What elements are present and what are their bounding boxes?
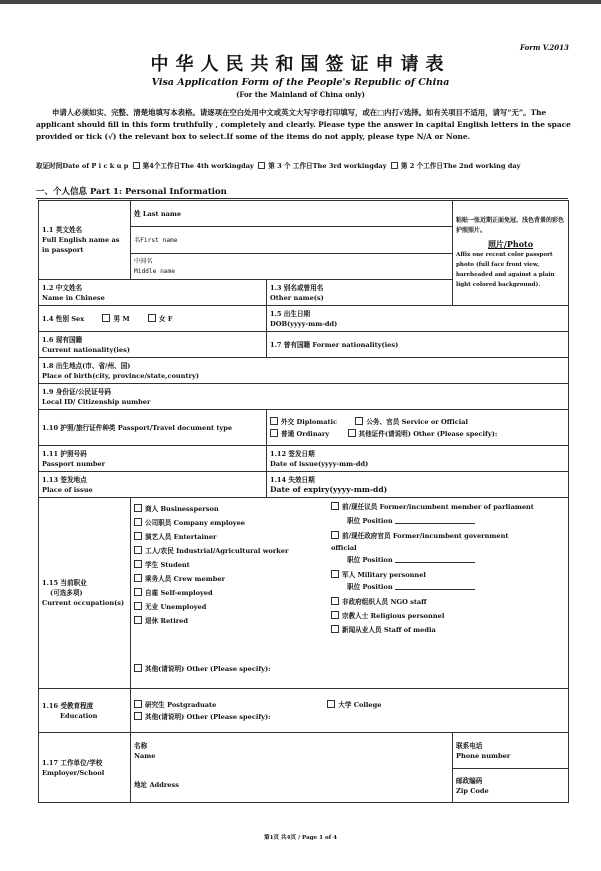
occupation-checkbox-gov-official[interactable] [331,531,339,539]
middle-name-label-zh: 中间名 [134,257,153,265]
f1-17-label-en: Employer/School [42,768,105,777]
first-name-label: 名First name [134,236,178,244]
occupation-label-gov-official: 前/现任政府官员 Former/incumbent government [342,532,509,540]
f1-13-label-zh: 1.13 签发地点 [42,475,87,484]
occupation-checkbox-company-employee[interactable] [134,518,142,526]
f1-4-label: 1.4 性别 Sex [42,314,85,323]
occupation-checkbox-other[interactable] [134,664,142,672]
f1-12-label-en: Date of issue(yyyy-mm-dd) [270,459,369,468]
employer-address-field[interactable] [131,769,453,803]
employer-zip-field[interactable] [453,769,569,803]
employer-phone-label-en: Phone number [456,751,511,760]
form-number: Form V.2013 [520,43,569,52]
pickup-2nd-label: 第 2 个工作日The 2nd working day [400,162,521,170]
middle-name-label-en: Middle name [134,267,175,275]
occupation-checkbox-retired[interactable] [134,616,142,624]
f1-7-label: 1.7 曾有国籍 Former nationality(ies) [270,340,399,349]
place-of-issue-field[interactable] [39,472,267,498]
f1-15-label-zh: 1.15 当前职业 [42,579,87,587]
f1-5-label-zh: 1.5 出生日期 [270,309,311,318]
top-edge-bar [0,0,601,4]
f1-1-label-zh: 1.1 英文姓名 [42,226,83,234]
title-subtitle: (For the Mainland of China only) [236,90,365,99]
pickup-4th-label: 第4个工作日The 4th workingday [142,162,254,170]
employer-zip-label-en: Zip Code [456,786,489,795]
middle-name-field[interactable] [131,254,453,280]
date-of-issue-field[interactable] [267,446,569,472]
education-checkbox-postgraduate[interactable] [134,700,142,708]
occupation-checkbox-parliament[interactable] [331,502,339,510]
occupation-label-self-employed: 自雇 Self-employed [145,589,213,597]
parliament-position-label: 职位 Position [347,517,393,525]
ordinary-label: 普通 Ordinary [281,429,330,438]
pickup-2nd-checkbox[interactable] [391,162,398,169]
gov-position-label: 职位 Position [347,556,393,564]
occupation-label-parliament: 前/现任议员 Former/incumbent member of parliament [342,503,534,511]
ordinary-checkbox[interactable] [270,429,278,437]
f1-8-label-zh: 1.8 出生地点(市、省/州、国) [42,361,131,370]
f1-6-label-zh: 1.6 现有国籍 [42,335,83,344]
sex-female-label: 女 F [158,314,173,323]
occupation-options [131,498,569,689]
military-position-label: 职位 Position [347,583,393,591]
date-of-expiry-field[interactable] [267,472,569,498]
title-chinese: 中华人民共和国签证申请表 [150,54,451,75]
occupation-label-media: 新闻从业人员 Staff of media [342,626,436,634]
f1-2-label-en: Name in Chinese [42,293,105,302]
employer-name-label-en: Name [134,751,156,760]
education-label-cell [39,689,131,733]
f1-11-label-zh: 1.11 护照号码 [42,449,87,458]
f1-15-label-zh2: (可选多项) [50,589,83,597]
f1-1-label-en: Full English name as in passport [42,236,120,254]
photo-instruction-en: Affix one recent color passport photo (full face front view, bareheaded and against a plain light colored background). [456,252,555,288]
sex-male-checkbox[interactable] [102,314,110,322]
sex-male-label: 男 M [113,314,130,323]
f1-2-label-zh: 1.2 中文姓名 [42,283,83,292]
photo-box[interactable] [453,201,569,306]
education-label-other: 其他(请说明) Other (Please specify): [145,712,271,721]
personal-info-table [38,200,569,803]
pickup-date-row [36,160,596,170]
diplomatic-label: 外交 Diplomatic [281,417,338,426]
photo-instruction-zh: 粘贴一张近期正面免冠、浅色背景的彩色护照照片。 [456,217,565,234]
occupation-label-student: 学生 Student [145,561,190,569]
occupation-checkbox-crew[interactable] [134,574,142,582]
occupation-checkbox-media[interactable] [331,625,339,633]
title-english: Visa Application Form of the People's Republic of China [151,77,450,88]
occupation-right-column [331,500,565,678]
f1-14-label-zh: 1.14 失效日期 [270,475,315,484]
other-document-checkbox[interactable] [348,429,356,437]
occupation-checkbox-businessperson[interactable] [134,504,142,512]
occupation-checkbox-military[interactable] [331,570,339,578]
f1-3-label-zh: 1.3 别名或曾用名 [270,283,324,292]
pickup-3rd-checkbox[interactable] [258,162,265,169]
pickup-3rd-label: 第 3 个 工作日The 3rd workingday [268,162,387,170]
dob-field[interactable] [267,306,569,332]
diplomatic-checkbox[interactable] [270,417,278,425]
f1-13-label-en: Place of issue [42,485,93,494]
occupation-checkbox-unemployed[interactable] [134,602,142,610]
chinese-name-field[interactable] [39,280,267,306]
f1-15-label-en: Current occupation(s) [42,599,125,607]
occupation-checkbox-worker[interactable] [134,546,142,554]
occupation-label-retired: 退休 Retired [145,617,188,625]
service-label: 公务、官员 Service or Official [366,417,469,426]
other-document-label: 其他证件(请说明) Other (Please specify): [358,429,498,438]
education-checkbox-other[interactable] [134,712,142,720]
occupation-label-gov-official-2: official [331,544,357,552]
employer-label-cell [39,733,131,803]
f1-9-label-en: Local ID/ Citizenship number [42,397,151,406]
employer-address-label: 地址 Address [134,781,179,790]
f1-8-label-en: Place of birth(city, province/state,country) [42,371,199,380]
local-id-field[interactable] [39,384,569,410]
education-checkbox-college[interactable] [327,700,335,708]
occupation-label-entertainer: 演艺人员 Entertainer [145,533,217,541]
f1-16-label-en: Education [60,711,98,720]
passport-type-options [267,410,569,446]
f1-9-label-zh: 1.9 身份证/公民证号码 [42,387,111,396]
other-names-field[interactable] [267,280,453,306]
f1-1-label-cell [39,201,131,280]
occupation-checkbox-entertainer[interactable] [134,532,142,540]
employer-name-label-zh: 名称 [134,741,148,750]
last-name-label: 姓 Last name [134,209,182,218]
occupation-left-column [134,500,331,678]
f1-12-label-zh: 1.12 签发日期 [270,449,315,458]
f1-6-label-en: Current nationality(ies) [42,345,130,354]
occupation-label-cell [39,498,131,689]
education-options [131,689,569,733]
occupation-label-worker: 工人/农民 Industrial/Agricultural worker [145,547,289,555]
f1-10-label: 1.10 护照/旅行证件种类 Passport/Travel document type [42,423,233,432]
first-name-field[interactable] [131,227,453,254]
occupation-label-businessperson: 商人 Businessperson [145,505,219,513]
f1-5-label-en: DOB(yyyy-mm-dd) [270,319,338,328]
occupation-label-religious: 宗教人士 Religious personnel [342,612,445,620]
military-position-input[interactable] [395,582,475,590]
f1-14-label-en: Date of expiry(yyyy-mm-dd) [270,484,388,494]
sex-female-checkbox[interactable] [148,314,156,322]
f1-16-label-zh: 1.16 受教育程度 [42,701,94,710]
f1-3-label-en: Other name(s) [270,293,324,302]
instructions: 申请人必须如实、完整、清楚地填写本表格。请逐项在空白处用中文或英文大写字母打印填写，或在□内打√选择。如有关项目不适用，请写“无”。The applicant should fill in this form truthfully , completely and clearly. Please type the answer in capital English letters in the space provided or tick (√) the relevant box to select.If some of the items do not apply, please type N/A or None. [36,108,571,141]
former-nationality-field[interactable] [267,332,569,358]
employer-phone-field[interactable] [453,733,569,769]
f1-11-label-en: Passport number [42,459,106,468]
sex-field [39,306,267,332]
last-name-field[interactable] [131,201,453,227]
service-checkbox[interactable] [355,417,363,425]
employer-zip-label-zh: 邮政编码 [456,776,483,785]
passport-number-field[interactable] [39,446,267,472]
occupation-label-crew: 乘务人员 Crew member [145,575,225,583]
occupation-label-company-employee: 公司职员 Company employee [145,519,246,527]
occupation-checkbox-self-employed[interactable] [134,588,142,596]
education-label-postgraduate: 研究生 Postgraduate [145,700,217,709]
pickup-4th-checkbox[interactable] [133,162,140,169]
page-footer: 第1页 共4页 / Page 1 of 4 [264,835,337,841]
pickup-label: 取证时间Date of P i c k u p [36,162,129,170]
place-of-birth-field[interactable] [39,358,569,384]
occupation-checkbox-student[interactable] [134,560,142,568]
occupation-checkbox-religious[interactable] [331,611,339,619]
section-divider [36,198,568,199]
passport-type-label-cell [39,410,267,446]
section-1-heading: 一、个人信息 Part 1: Personal Information [36,187,227,197]
occupation-label-other: 其他(请说明) Other (Please specify): [145,665,271,673]
occupation-label-unemployed: 无业 Unemployed [145,603,207,611]
employer-phone-label-zh: 联系电话 [456,741,483,750]
gov-position-input[interactable] [395,555,475,563]
education-label-college: 大学 College [338,700,382,709]
f1-17-label-zh: 1.17 工作单位/学校 [42,758,103,767]
occupation-label-ngo: 非政府组织人员 NGO staff [342,598,427,606]
occupation-label-military: 军人 Military personnel [342,571,426,579]
current-nationality-field[interactable] [39,332,267,358]
occupation-checkbox-ngo[interactable] [331,597,339,605]
photo-title: 照片/Photo [487,239,534,249]
parliament-position-input[interactable] [395,516,475,524]
employer-name-field[interactable] [131,733,453,769]
